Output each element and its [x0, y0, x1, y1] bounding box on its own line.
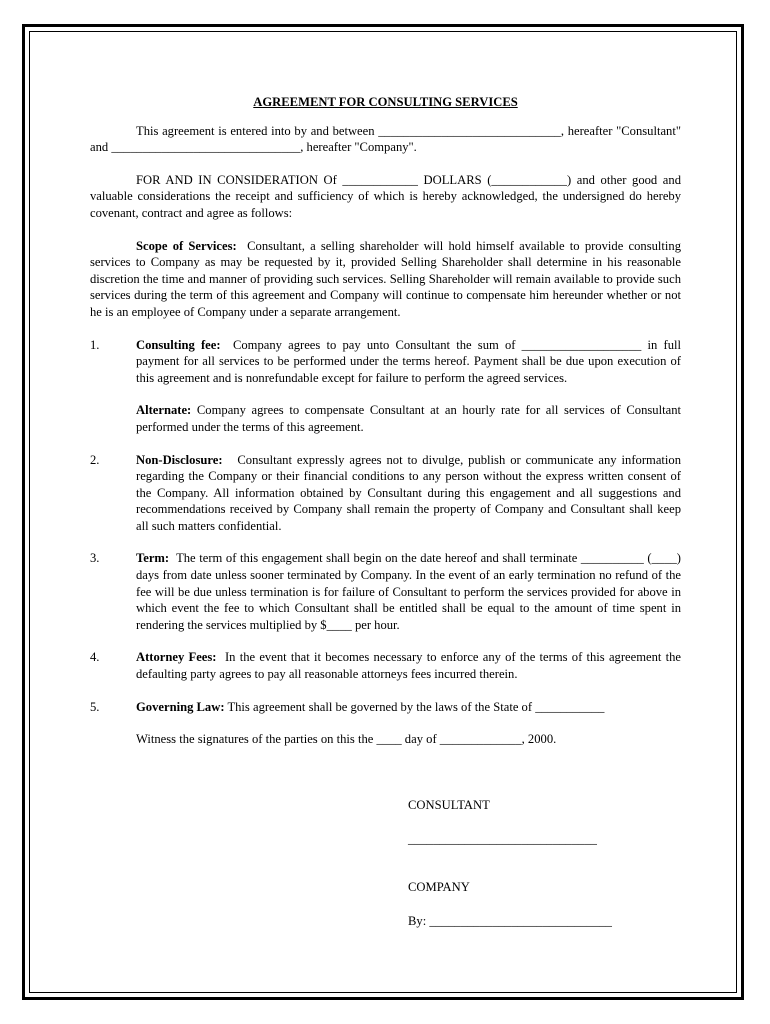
clause-number: 5. [90, 699, 100, 714]
scope-paragraph [90, 238, 681, 321]
clause-1 [90, 337, 681, 387]
clause-text: Consultant expressly agrees not to divulge, publish or communicate any information regarding the Company or their financial conditions to any person without the express written consent of the Company. All information obtained by Consultant during this engagement and all suggestions and recommendations received by Company shall remain the property of Company and Consultant shall keep all such matters confidential. [136, 452, 681, 533]
company-label: COMPANY [408, 880, 470, 894]
clause-text: Company agrees to pay unto Consultant the sum of ___________________ in full payment for all services to be performed under the terms hereof. Payment shall be due upon execution of this agreement and is nonrefundable except for failure to perform the agreed services. [136, 337, 682, 385]
clause-heading: Attorney Fees: [136, 650, 217, 665]
alternate-heading: Alternate: [136, 403, 192, 418]
alternate-text: Company agrees to compensate Consultant at an hourly rate for all services of Consultant performed under the terms of this agreement. [136, 403, 681, 434]
clause-heading: Governing Law: [136, 699, 225, 714]
document-title: AGREEMENT FOR CONSULTING SERVICES [253, 95, 518, 109]
consultant-label: CONSULTANT [408, 798, 490, 812]
consultant-signature-line: ______________________________ [408, 832, 597, 846]
intro-paragraph: This agreement is entered into by and between _____________________________, hereafter "Consultant" and ______________________________, hereafter "Company". [90, 123, 681, 155]
company-by-signature-line: By: _____________________________ [408, 914, 612, 928]
clause-text: The term of this engagement shall begin on the date hereof and shall terminate __________ (____) days from date unless sooner terminated by Company. In the event of an early termination no refund of the fee will be due unless termination is for failure of Consultant to perform the services provided for above in which event the fee to which Consultant shall be entitled shall be equal to the amount of time spent in rendering the services multiplied by $____ per hour. [136, 551, 681, 632]
clause-number: 3. [90, 551, 100, 566]
consideration-paragraph: FOR AND IN CONSIDERATION Of ____________ DOLLARS (____________) and other good and valuable considerations the receipt and sufficiency of which is hereby acknowledged, the undersigned do hereby covenant, contract and agree as follows: [90, 172, 681, 220]
witness-paragraph: Witness the signatures of the parties on this the ____ day of _____________, 2000. [136, 732, 557, 747]
clause-2 [90, 452, 681, 535]
document-body [90, 94, 681, 764]
clause-heading: Term: [136, 551, 170, 566]
clause-number: 2. [90, 452, 100, 467]
clause-text: In the event that it becomes necessary to enforce any of the terms of this agreement the defaulting party agrees to pay all reasonable attorneys fees incurred therein. [136, 650, 682, 682]
clause-number: 4. [90, 650, 100, 665]
clause-heading: Non-Disclosure: [136, 452, 223, 467]
clause-5 [90, 699, 681, 716]
scope-text: Consultant, a selling shareholder will hold himself available to provide consulting services to Company as may be requested by it, provided Selling Shareholder shall determine in his reasonable discretion the time and manner of providing such services. Selling Shareholder will remain available to provide such services during the term of this agreement and Company will continue to compensate him hereunder whether or not he is an employee of Company under a separate arrangement. [90, 238, 681, 319]
clause-4 [90, 649, 681, 682]
clause-number: 1. [90, 337, 100, 352]
clause-3 [90, 550, 681, 633]
clause-heading: Consulting fee: [136, 337, 221, 352]
alternate-paragraph [136, 402, 681, 435]
clause-text: This agreement shall be governed by the laws of the State of ___________ [227, 699, 605, 714]
scope-heading: Scope of Services: [136, 238, 237, 253]
